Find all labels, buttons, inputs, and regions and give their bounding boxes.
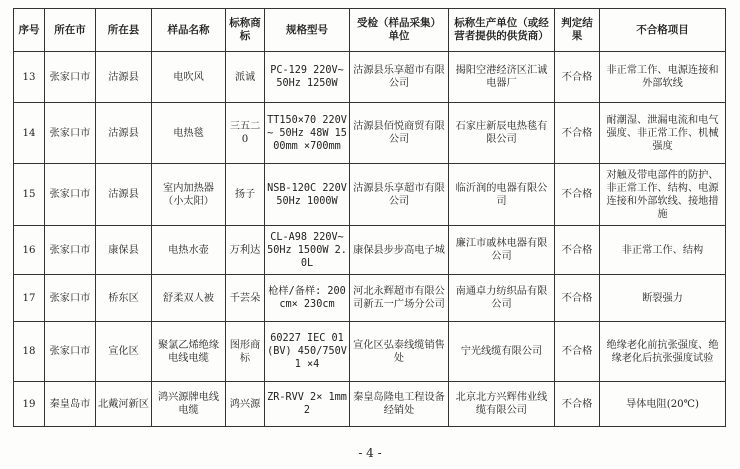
cell-brand: 派诚 bbox=[226, 52, 265, 103]
header-no: 序号 bbox=[14, 9, 45, 52]
cell-inspected: 秦皇岛隆电工程设备经销处 bbox=[350, 382, 449, 427]
cell-result: 不合格 bbox=[555, 103, 600, 164]
table-row bbox=[14, 226, 726, 275]
cell-brand: 三五二0 bbox=[226, 103, 265, 164]
inspection-table bbox=[13, 8, 726, 427]
header-brand: 标称商标 bbox=[226, 9, 265, 52]
cell-items: 绝缘老化前抗张强度、绝缘老化后抗张强度试验 bbox=[600, 322, 726, 382]
cell-model: 枪样/备样: 200cm× 230cm bbox=[265, 275, 350, 322]
cell-brand: 扬子 bbox=[226, 164, 265, 226]
cell-no: 14 bbox=[14, 103, 45, 164]
cell-county: 沽源县 bbox=[96, 52, 152, 103]
cell-name: 电吹风 bbox=[152, 52, 226, 103]
header-producer: 标称生产单位（或经营者提供的供货商） bbox=[449, 9, 555, 52]
cell-name: 鸿兴源牌电线电缆 bbox=[152, 382, 226, 427]
cell-city: 秦皇岛市 bbox=[45, 382, 96, 427]
header-inspected-unit: 受检（样品采集）单位 bbox=[350, 9, 449, 52]
table-row bbox=[14, 382, 726, 427]
page-number: - 4 - bbox=[358, 446, 382, 460]
cell-producer: 廉江市戚林电器有限公司 bbox=[449, 226, 555, 275]
table-header-row bbox=[14, 9, 726, 52]
table-row bbox=[14, 52, 726, 103]
cell-producer: 石家庄新辰电热毯有限公司 bbox=[449, 103, 555, 164]
cell-brand: 万利达 bbox=[226, 226, 265, 275]
cell-producer: 北京北方兴辉伟业线缆有限公司 bbox=[449, 382, 555, 427]
cell-inspected: 沽源县乐享超市有限公司 bbox=[350, 164, 449, 226]
cell-model: ZR-RVV 2× 1mm2 bbox=[265, 382, 350, 427]
cell-county: 康保县 bbox=[96, 226, 152, 275]
cell-name: 电热毯 bbox=[152, 103, 226, 164]
cell-no: 18 bbox=[14, 322, 45, 382]
cell-inspected: 河北永辉超市有限公司新五一广场分公司 bbox=[350, 275, 449, 322]
cell-name: 电热水壶 bbox=[152, 226, 226, 275]
cell-result: 不合格 bbox=[555, 226, 600, 275]
cell-brand: 图形商标 bbox=[226, 322, 265, 382]
cell-brand: 鸿兴源 bbox=[226, 382, 265, 427]
cell-producer: 揭阳空港经济区汇诚电器厂 bbox=[449, 52, 555, 103]
cell-result: 不合格 bbox=[555, 382, 600, 427]
table-row bbox=[14, 164, 726, 226]
cell-model: CL-A98 220V~ 50Hz 1500W 2.0L bbox=[265, 226, 350, 275]
cell-no: 17 bbox=[14, 275, 45, 322]
cell-no: 16 bbox=[14, 226, 45, 275]
cell-no: 13 bbox=[14, 52, 45, 103]
cell-model: NSB-120C 220V 50Hz 1000W bbox=[265, 164, 350, 226]
cell-inspected: 沽源县乐享超市有限公司 bbox=[350, 52, 449, 103]
cell-items: 非正常工作、电源连接和外部软线 bbox=[600, 52, 726, 103]
cell-result: 不合格 bbox=[555, 52, 600, 103]
cell-city: 张家口市 bbox=[45, 322, 96, 382]
cell-county: 北戴河新区 bbox=[96, 382, 152, 427]
cell-name: 舒柔双人被 bbox=[152, 275, 226, 322]
table-row bbox=[14, 103, 726, 164]
cell-model: 60227 IEC 01(BV) 450/750V 1 ×4 bbox=[265, 322, 350, 382]
cell-result: 不合格 bbox=[555, 164, 600, 226]
cell-city: 张家口市 bbox=[45, 275, 96, 322]
header-city: 所在市 bbox=[45, 9, 96, 52]
cell-producer: 临沂润的电器有限公司 bbox=[449, 164, 555, 226]
cell-items: 对触及带电部件的防护、非正常工作、结构、电源连接和外部软线、接地措施 bbox=[600, 164, 726, 226]
cell-items: 断裂强力 bbox=[600, 275, 726, 322]
cell-name: 室内加热器（小太阳） bbox=[152, 164, 226, 226]
cell-brand: 千芸朵 bbox=[226, 275, 265, 322]
header-sample-name: 样品名称 bbox=[152, 9, 226, 52]
cell-producer: 宁光线缆有限公司 bbox=[449, 322, 555, 382]
cell-county: 沽源县 bbox=[96, 164, 152, 226]
header-model: 规格型号 bbox=[265, 9, 350, 52]
cell-county: 沽源县 bbox=[96, 103, 152, 164]
table-row bbox=[14, 275, 726, 322]
cell-model: TT150×70 220V~ 50Hz 48W 1500mm ×700mm bbox=[265, 103, 350, 164]
cell-result: 不合格 bbox=[555, 322, 600, 382]
cell-result: 不合格 bbox=[555, 275, 600, 322]
cell-city: 张家口市 bbox=[45, 164, 96, 226]
cell-items: 导体电阻(20℃) bbox=[600, 382, 726, 427]
cell-inspected: 沽源县佰悦商贸有限公司 bbox=[350, 103, 449, 164]
cell-inspected: 康保县步步高电子城 bbox=[350, 226, 449, 275]
table-row bbox=[14, 322, 726, 382]
cell-inspected: 宣化区弘泰线缆销售处 bbox=[350, 322, 449, 382]
cell-items: 耐潮湿、泄漏电流和电气强度、非正常工作、机械强度 bbox=[600, 103, 726, 164]
cell-county: 宣化区 bbox=[96, 322, 152, 382]
header-county: 所在县 bbox=[96, 9, 152, 52]
cell-city: 张家口市 bbox=[45, 52, 96, 103]
cell-name: 聚氯乙烯绝缘电线电缆 bbox=[152, 322, 226, 382]
cell-no: 19 bbox=[14, 382, 45, 427]
header-failed-items: 不合格项目 bbox=[600, 9, 726, 52]
cell-items: 非正常工作、结构 bbox=[600, 226, 726, 275]
cell-city: 张家口市 bbox=[45, 103, 96, 164]
header-result: 判定结果 bbox=[555, 9, 600, 52]
cell-no: 15 bbox=[14, 164, 45, 226]
cell-county: 桥东区 bbox=[96, 275, 152, 322]
cell-city: 张家口市 bbox=[45, 226, 96, 275]
cell-producer: 南通卓力纺织品有限公司 bbox=[449, 275, 555, 322]
cell-model: PC-129 220V~ 50Hz 1250W bbox=[265, 52, 350, 103]
